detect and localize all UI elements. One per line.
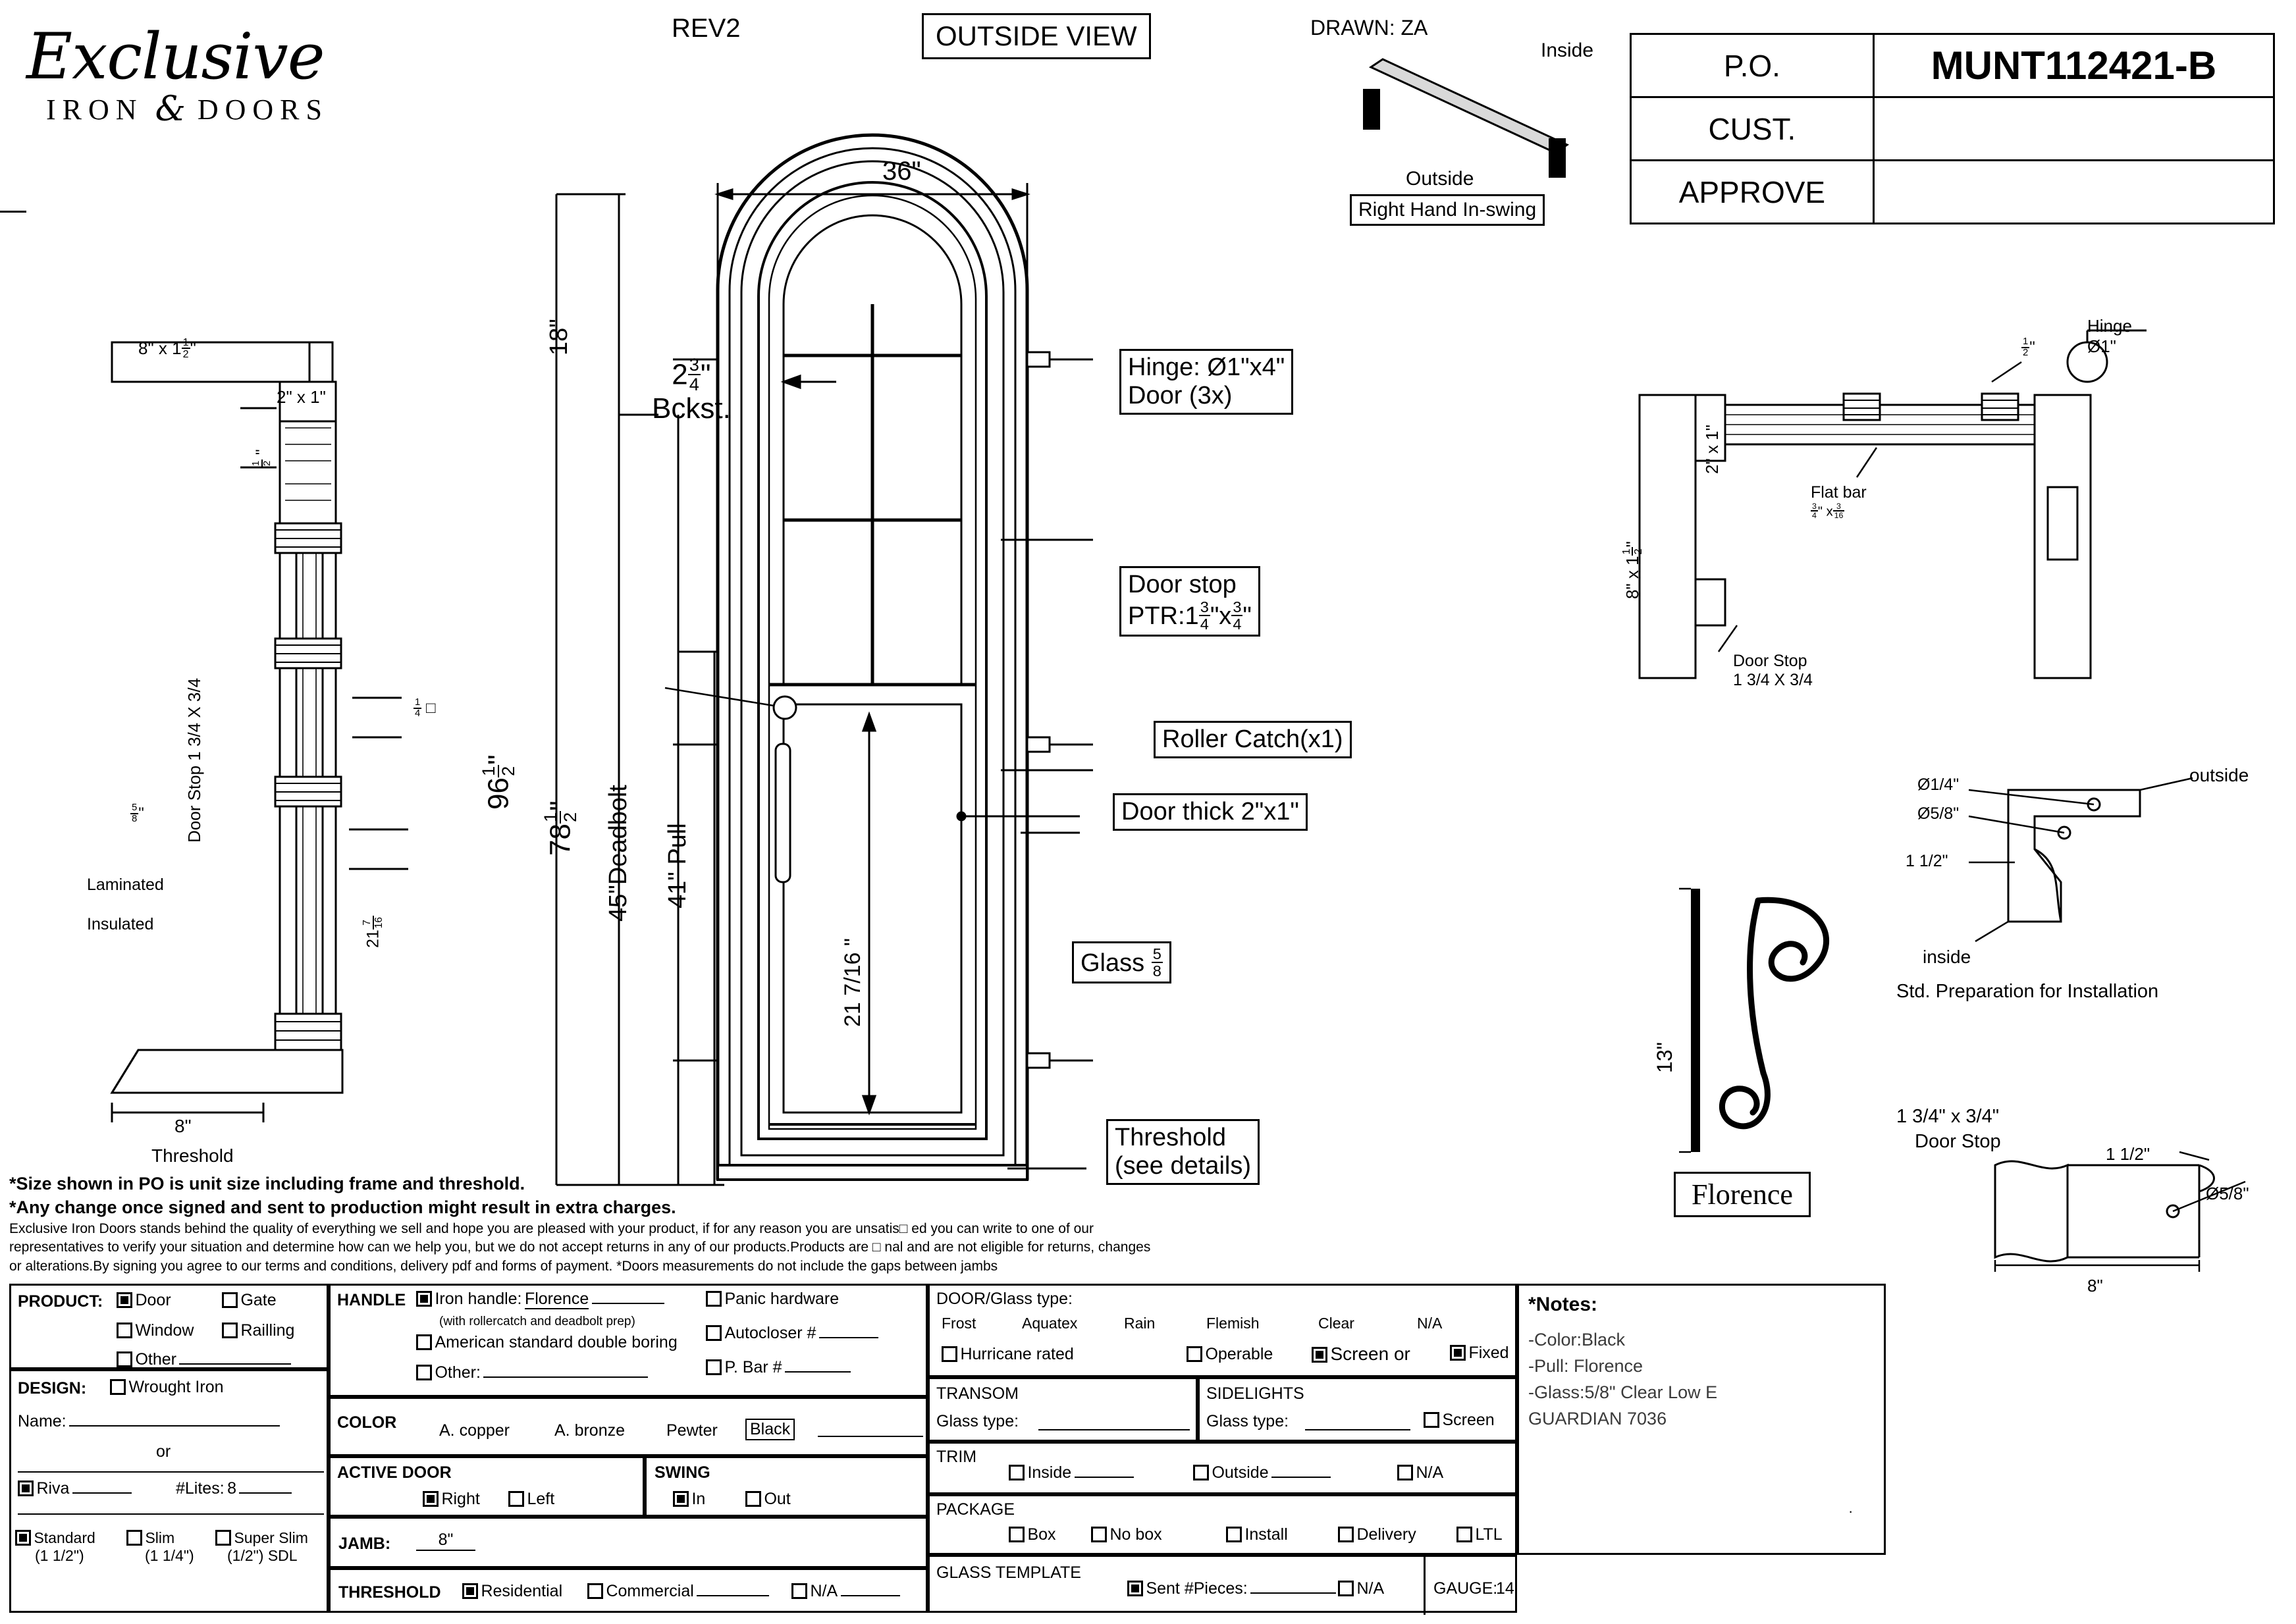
threshold-width-dim: 8"	[174, 1116, 192, 1136]
glass-operable-label: Operable	[1205, 1345, 1273, 1363]
swing-in[interactable]	[673, 1490, 705, 1509]
threshold-na-label: N/A	[810, 1582, 838, 1600]
plan-section-drawing	[1626, 323, 2153, 731]
handle-pbar-input[interactable]	[785, 1371, 851, 1373]
threshold-na-input[interactable]	[841, 1595, 900, 1596]
width-dim-label: 36"	[882, 157, 921, 186]
product-option-other-label: Other	[135, 1350, 176, 1369]
deadbolt-dim-label: 45"Deadbolt	[604, 785, 632, 922]
callout-hinge: Hinge: Ø1"x4" Door (3x)	[1119, 349, 1293, 415]
bracket-dim-3: 1 1/2"	[1906, 852, 1948, 870]
swing-out[interactable]	[745, 1490, 791, 1509]
design-lites[interactable]	[176, 1479, 292, 1498]
sidelights-label: SIDELIGHTS	[1206, 1384, 1304, 1403]
glass-type-aquatex[interactable]: Aquatex	[1022, 1315, 1078, 1332]
package-label: PACKAGE	[936, 1500, 1015, 1519]
trim-na-label: N/A	[1416, 1463, 1444, 1482]
glass-template-na-label: N/A	[1356, 1579, 1385, 1598]
glass-type-frost[interactable]: Frost	[942, 1315, 976, 1332]
po-table	[1630, 33, 2275, 224]
color-option-bronze[interactable]: A. bronze	[554, 1421, 626, 1440]
pull-detail	[1640, 876, 1903, 1218]
backset-label	[652, 355, 731, 424]
swing-outside-label: Outside	[1406, 168, 1474, 190]
panel-height-label: 78 1 2 "	[540, 800, 580, 856]
package-ltl-label: LTL	[1475, 1525, 1503, 1544]
glass-type-na[interactable]: N/A	[1417, 1315, 1443, 1332]
glass-fixed[interactable]	[1450, 1344, 1509, 1363]
bracket-dim-2: Ø5/8"	[1917, 804, 1960, 823]
trim-outside[interactable]	[1193, 1463, 1331, 1482]
design-riva-label: Riva	[36, 1479, 70, 1498]
design-name-input[interactable]	[69, 1425, 280, 1427]
handle-label: HANDLE	[337, 1291, 406, 1309]
disclaimer-block	[9, 1172, 1458, 1276]
form-transom-section	[928, 1377, 1198, 1442]
disclaimer-line-4: representatives to verify your situation and determine how can we help you, but we do not accept returns in any of our products.Products are □ nal and are not eligible for returns, changes	[9, 1240, 1151, 1255]
active-door-left[interactable]	[508, 1490, 554, 1509]
trim-outside-input[interactable]	[1271, 1477, 1331, 1478]
door-stop-dim-3: 8"	[2087, 1276, 2103, 1296]
form-swing-section	[645, 1456, 928, 1517]
handle-iron-handle-value: Florence	[524, 1290, 589, 1308]
checkbox-fixed[interactable]	[1450, 1345, 1466, 1361]
pull-dim-label: 41" Pull	[664, 823, 691, 908]
color-label: COLOR	[337, 1413, 397, 1432]
threshold-residential[interactable]	[462, 1582, 562, 1601]
jamb-value[interactable]: 8"	[416, 1531, 475, 1551]
po-label: P.O.	[1631, 34, 1874, 97]
backset-value: 2 $\frac{3}{4}$ "	[672, 354, 711, 394]
disclaimer-line-5: or alterations.By signing you agree to our terms and conditions, delivery pdf and forms of payment. *Doors measurements do not include the gaps between jambs	[9, 1258, 998, 1274]
checkbox-template-na[interactable]	[1338, 1581, 1354, 1596]
checkbox-screen[interactable]	[1312, 1347, 1327, 1363]
glass-template-sent-label: Sent #Pieces:	[1146, 1579, 1248, 1598]
handle-iron-handle-label: Iron handle:	[435, 1290, 522, 1308]
checkbox-package-ltl[interactable]	[1456, 1527, 1472, 1542]
checkbox-riva[interactable]	[18, 1480, 34, 1496]
checkbox-operable[interactable]	[1187, 1346, 1202, 1362]
checkbox-swing-in[interactable]	[673, 1491, 689, 1507]
table-row	[1631, 161, 2274, 224]
form-trim-section	[928, 1442, 1517, 1494]
dim-21-7-16: 21 7 16	[361, 916, 385, 948]
checkbox-trim-na[interactable]	[1397, 1465, 1413, 1480]
overall-height-label: 96 1 2 "	[478, 754, 518, 810]
product-option-railling[interactable]	[222, 1321, 294, 1340]
checkbox-hurricane-rated[interactable]	[942, 1346, 957, 1362]
install-prep-drawing	[1929, 770, 2272, 1007]
package-box[interactable]	[1009, 1525, 1056, 1544]
active-door-right-label: Right	[441, 1490, 480, 1508]
checkbox-active-left[interactable]	[508, 1491, 524, 1507]
threshold-residential-label: Residential	[481, 1582, 563, 1600]
gauge-label: GAUGE:	[1433, 1579, 1498, 1598]
design-label: DESIGN:	[18, 1379, 87, 1398]
pull-height-label: 13"	[1653, 1042, 1676, 1073]
logo-sub-iron: IRON	[46, 93, 144, 126]
bracket-inside-label: inside	[1923, 947, 1971, 967]
sidelights-glass-type-label: Glass type:	[1206, 1412, 1289, 1430]
product-option-gate[interactable]	[222, 1291, 277, 1310]
color-selected-black[interactable]: Black	[745, 1419, 795, 1440]
glass-type-clear[interactable]: Clear	[1318, 1315, 1354, 1332]
revision-label: REV2	[672, 14, 741, 43]
glass-fixed-label: Fixed	[1468, 1344, 1509, 1362]
handle-autocloser-label: Autocloser #	[724, 1324, 816, 1342]
product-label: PRODUCT:	[18, 1292, 103, 1311]
form-jamb-section	[329, 1517, 928, 1568]
form-sidelights-section	[1198, 1377, 1517, 1442]
checkbox-railling[interactable]	[222, 1323, 238, 1338]
checkbox-package-install[interactable]	[1226, 1527, 1242, 1542]
view-badge: OUTSIDE VIEW	[922, 13, 1151, 59]
five-eight-dim: $\frac{5}{8}$ "	[132, 802, 144, 825]
design-super-slim-sub: (1/2") SDL	[227, 1547, 298, 1564]
handle-iron-handle-input[interactable]	[592, 1303, 664, 1304]
threshold-na[interactable]	[791, 1582, 900, 1601]
approve-label: APPROVE	[1631, 161, 1874, 224]
door-stop-dim-1: 1 1/2"	[2106, 1144, 2150, 1164]
checkbox-swing-out[interactable]	[745, 1491, 761, 1507]
checkbox-handle-other[interactable]	[416, 1365, 432, 1380]
handle-other-input[interactable]	[483, 1376, 648, 1378]
callout-glass: Glass $\frac{5}{8}$	[1072, 941, 1171, 983]
disclaimer-line-1: *Size shown in PO is unit size including frame and threshold.	[9, 1174, 525, 1193]
sidelights-glass-type-input[interactable]	[1305, 1429, 1410, 1430]
checkbox-other-product[interactable]	[117, 1351, 132, 1367]
disclaimer-line-2: *Any change once signed and sent to production might result in extra charges.	[9, 1197, 676, 1218]
package-box-label: Box	[1027, 1525, 1056, 1544]
backset-text: Bckst.	[652, 392, 731, 425]
handle-iron-handle[interactable]	[416, 1290, 664, 1309]
disclaimer-line-3: Exclusive Iron Doors stands behind the quality of everything we sell and hope you are pleased with your product, if for any reason you are unsatis□ ed you can write to one of our	[9, 1220, 1094, 1236]
checkbox-residential[interactable]	[462, 1583, 478, 1599]
table-row	[1631, 97, 2274, 161]
checkbox-package-box[interactable]	[1009, 1527, 1025, 1542]
trim-outside-label: Outside	[1212, 1463, 1269, 1482]
color-option-pewter[interactable]: Pewter	[666, 1421, 718, 1440]
callout-threshold: Threshold (see details)	[1106, 1119, 1260, 1185]
notes-title: *Notes:	[1528, 1294, 1598, 1315]
install-prep-detail	[1896, 765, 2272, 1034]
package-no-box-label: No box	[1109, 1525, 1162, 1544]
table-row	[1631, 34, 2274, 97]
trim-inside-input[interactable]	[1075, 1477, 1134, 1478]
color-option-copper[interactable]: A. copper	[439, 1421, 510, 1440]
glass-screen-or-label: Screen or	[1330, 1344, 1410, 1364]
glass-type-flemish[interactable]: Flemish	[1206, 1315, 1260, 1332]
handle-pbar-label: P. Bar #	[724, 1358, 782, 1376]
swing-out-label: Out	[764, 1490, 791, 1508]
jamb-section-drawing	[99, 329, 467, 1139]
glass-type-rain[interactable]: Rain	[1124, 1315, 1156, 1332]
glass-screen-or[interactable]	[1312, 1344, 1410, 1365]
checkbox-slim[interactable]	[126, 1530, 142, 1546]
swing-caption: Right Hand In-swing	[1350, 194, 1545, 226]
design-standard-label: Standard	[34, 1529, 95, 1546]
notes-line-1: -Color:Black	[1528, 1330, 1626, 1349]
cust-value[interactable]	[1873, 97, 2274, 161]
trim-label: TRIM	[936, 1448, 977, 1466]
swing-label: SWING	[654, 1463, 710, 1482]
logo-sub-doors: DOORS	[197, 93, 329, 126]
product-option-railling-label: Railling	[240, 1321, 295, 1340]
plan-half-dim: $\frac{1}{2}$ "	[2023, 336, 2035, 359]
checkbox-template-sent[interactable]	[1127, 1581, 1143, 1596]
design-name-label: Name:	[18, 1412, 67, 1430]
design-slim-sub: (1 1/4")	[145, 1547, 194, 1564]
form-design-section	[9, 1369, 329, 1613]
checkbox-commercial[interactable]	[587, 1583, 603, 1599]
active-door-left-label: Left	[527, 1490, 555, 1508]
handle-autocloser[interactable]	[706, 1324, 878, 1343]
package-ltl[interactable]	[1456, 1525, 1503, 1544]
product-other-input[interactable]	[179, 1363, 291, 1365]
callout-door-stop: Door stop PTR:1 $\frac{3}{4}$ "x $\frac{3}{4}$ "	[1119, 566, 1260, 637]
form-color-section	[329, 1397, 928, 1456]
jamb-label: JAMB:	[338, 1534, 391, 1553]
swing-diagram-icon	[1356, 53, 1607, 178]
plan-section-detail	[1620, 316, 2153, 731]
form-threshold-section	[329, 1568, 928, 1613]
glass-template-label: GLASS TEMPLATE	[936, 1563, 1081, 1582]
design-slim-label: Slim	[145, 1529, 175, 1546]
bottom-panel-dim-label: 21 7/16 "	[840, 938, 865, 1027]
cust-label: CUST.	[1631, 97, 1874, 161]
form-glass-section	[928, 1284, 1517, 1377]
checkbox-super-slim[interactable]	[215, 1530, 231, 1546]
tube-half-dim: 1 2 "	[251, 449, 273, 466]
glass-label: DOOR/Glass type:	[936, 1290, 1073, 1308]
handle-american-standard-label: American standard double boring	[435, 1333, 678, 1351]
package-delivery-label: Delivery	[1356, 1525, 1416, 1544]
florence-pull-icon	[1679, 876, 1903, 1165]
design-or-label: or	[156, 1442, 171, 1461]
jamb-section-detail	[87, 329, 467, 1166]
checkbox-iron-handle[interactable]	[416, 1291, 432, 1307]
laminated-label: Laminated	[87, 876, 164, 894]
design-riva-input[interactable]	[72, 1492, 132, 1494]
door-stop-profile-detail	[1896, 1106, 2265, 1303]
glass-template-divider	[1424, 1557, 1426, 1615]
plan-tube-label: 2" x 1"	[1702, 425, 1722, 474]
form-product-section	[9, 1284, 329, 1369]
form-package-section	[928, 1494, 1517, 1555]
po-value: MUNT112421-B	[1873, 34, 2274, 97]
checkbox-autocloser[interactable]	[706, 1325, 722, 1341]
product-option-door[interactable]	[117, 1291, 171, 1310]
bracket-dim-1: Ø1/4"	[1917, 775, 1960, 794]
active-door-right[interactable]	[423, 1490, 480, 1509]
design-lites-label: #Lites:	[176, 1479, 225, 1498]
door-stop-profile-drawing	[1982, 1145, 2265, 1277]
product-option-other[interactable]	[117, 1350, 291, 1369]
company-logo	[26, 20, 329, 129]
trim-inside[interactable]	[1009, 1463, 1134, 1482]
design-wrought-iron[interactable]	[110, 1378, 224, 1397]
install-prep-caption: Std. Preparation for Installation	[1896, 981, 2159, 1002]
handle-other[interactable]	[416, 1363, 648, 1382]
design-name-row[interactable]	[18, 1412, 280, 1431]
glass-template-pieces-input[interactable]	[1250, 1592, 1336, 1594]
threshold-commercial-input[interactable]	[697, 1595, 769, 1596]
checkbox-trim-inside[interactable]	[1009, 1465, 1025, 1480]
plan-left-dim: 8" x 1 1 2 "	[1620, 541, 1645, 599]
checkbox-window[interactable]	[117, 1323, 132, 1338]
checkbox-wrought-iron[interactable]	[110, 1379, 126, 1395]
door-stop-dim-2: Ø5/8"	[2206, 1184, 2249, 1203]
trim-na[interactable]	[1397, 1463, 1443, 1482]
checkbox-package-delivery[interactable]	[1338, 1527, 1354, 1542]
door-stop-vertical-label: Door Stop 1 3/4 X 3/4	[184, 677, 204, 843]
threshold-label: THRESHOLD	[338, 1583, 441, 1602]
logo-script-text: Exclusive	[26, 20, 325, 93]
plan-flat-bar-label: Flat bar $\frac{3}{4}$ " x $\frac{3}{16}$	[1811, 483, 1867, 521]
checkbox-p-bar[interactable]	[706, 1359, 722, 1375]
pull-name-label: Florence	[1674, 1172, 1811, 1217]
glass-hurricane-label: Hurricane rated	[960, 1345, 1074, 1363]
design-super-slim[interactable]	[215, 1529, 308, 1565]
form-handle-section	[329, 1284, 928, 1397]
transom-glass-type-input[interactable]	[1038, 1429, 1190, 1430]
notes-dot-marker: ·	[1848, 1503, 1854, 1519]
package-no-box[interactable]	[1091, 1525, 1162, 1544]
header-bar-dim: 8" x 1 $\frac{1}{2}$ "	[138, 336, 196, 361]
transom-glass-type-label: Glass type:	[936, 1412, 1019, 1430]
insulated-label: Insulated	[87, 915, 154, 933]
design-lites-value: 8	[227, 1479, 237, 1498]
trim-inside-label: Inside	[1027, 1463, 1072, 1482]
product-option-window[interactable]	[117, 1321, 194, 1340]
top-dim-label: 18"	[545, 319, 573, 355]
product-option-gate-label: Gate	[240, 1291, 277, 1309]
checkbox-gate[interactable]	[222, 1292, 238, 1308]
color-other-input[interactable]	[818, 1436, 923, 1437]
package-delivery[interactable]	[1338, 1525, 1416, 1544]
bracket-outside-label: outside	[2189, 765, 2249, 785]
notes-line-4: GUARDIAN 7036	[1528, 1409, 1667, 1428]
threshold-commercial-label: Commercial	[606, 1582, 694, 1600]
threshold-commercial[interactable]	[587, 1582, 769, 1601]
checkbox-door[interactable]	[117, 1292, 132, 1308]
transom-label: TRANSOM	[936, 1384, 1019, 1403]
callout-door-stop-dims: PTR:1 $\frac{3}{4}$ "x $\frac{3}{4}$ "	[1128, 598, 1252, 633]
gauge-value: 14	[1496, 1579, 1514, 1598]
plan-door-stop-label: Door Stop 1 3/4 X 3/4	[1733, 652, 1813, 689]
checkbox-panic-hardware[interactable]	[706, 1291, 722, 1307]
handle-american-standard[interactable]	[416, 1333, 678, 1352]
product-option-door-label: Door	[135, 1291, 171, 1309]
handle-other-label: Other:	[435, 1363, 481, 1382]
plan-hinge-label: Hinge Ø1"	[2087, 316, 2132, 356]
handle-panic[interactable]	[706, 1290, 839, 1309]
design-standard-sub: (1 1/2")	[35, 1547, 84, 1564]
design-standard[interactable]	[15, 1529, 95, 1565]
threshold-label: Threshold	[151, 1145, 234, 1166]
design-lites-input[interactable]	[239, 1492, 292, 1494]
handle-autocloser-input[interactable]	[819, 1337, 878, 1338]
design-riva[interactable]	[18, 1479, 132, 1498]
form-glass-template-section	[928, 1555, 1517, 1613]
design-super-slim-label: Super Slim	[234, 1529, 308, 1546]
glass-template-sent[interactable]	[1127, 1579, 1336, 1598]
logo-divider	[0, 211, 26, 213]
checkbox-active-right[interactable]	[423, 1491, 439, 1507]
checkbox-standard[interactable]	[15, 1530, 31, 1546]
checkbox-package-no-box[interactable]	[1091, 1527, 1107, 1542]
swing-in-label: In	[691, 1490, 706, 1508]
logo-ampersand-icon: &	[155, 90, 186, 129]
active-door-label: ACTIVE DOOR	[337, 1463, 452, 1482]
approve-value[interactable]	[1873, 161, 2274, 224]
checkbox-sidelight-screen[interactable]	[1424, 1412, 1439, 1428]
order-form	[9, 1284, 1886, 1613]
swing-direction-detail	[1356, 39, 1607, 221]
handle-pbar[interactable]	[706, 1358, 851, 1377]
sidelights-screen-label: Screen	[1442, 1411, 1495, 1429]
design-divider-2	[18, 1513, 324, 1515]
notes-line-2: -Pull: Florence	[1528, 1356, 1643, 1376]
door-stop-profile-subtitle: Door Stop	[1915, 1131, 2001, 1152]
checkbox-american-standard[interactable]	[416, 1334, 432, 1350]
form-active-door-section	[329, 1456, 645, 1517]
swing-inside-label: Inside	[1541, 39, 1594, 61]
notes-line-3: -Glass:5/8" Clear Low E	[1528, 1382, 1718, 1402]
checkbox-trim-outside[interactable]	[1193, 1465, 1209, 1480]
checkbox-threshold-na[interactable]	[791, 1583, 807, 1599]
handle-panic-label: Panic hardware	[724, 1290, 840, 1308]
glass-operable[interactable]	[1187, 1345, 1273, 1364]
product-option-window-label: Window	[135, 1321, 194, 1340]
quarter-dim: $\frac{1}{4}$ □	[415, 697, 436, 720]
handle-iron-handle-note: (with rollercatch and deadbolt prep)	[439, 1315, 635, 1328]
door-stop-profile-title: 1 3/4" x 3/4"	[1896, 1106, 2000, 1127]
package-install-label: Install	[1244, 1525, 1288, 1544]
package-install[interactable]	[1226, 1525, 1288, 1544]
tube-dim: 2" x 1"	[277, 387, 326, 407]
glass-template-na[interactable]	[1338, 1579, 1384, 1598]
design-wrought-iron-label: Wrought Iron	[128, 1378, 224, 1396]
callout-door-thickness: Door thick 2"x1"	[1113, 793, 1308, 831]
sidelights-screen[interactable]	[1424, 1411, 1495, 1430]
design-slim[interactable]	[126, 1529, 194, 1565]
glass-hurricane[interactable]	[942, 1345, 1074, 1364]
drawn-by-label: DRAWN: ZA	[1310, 16, 1428, 39]
design-divider-1	[18, 1471, 324, 1473]
form-notes-section	[1517, 1284, 1886, 1555]
callout-roller-catch: Roller Catch(x1)	[1154, 721, 1352, 758]
